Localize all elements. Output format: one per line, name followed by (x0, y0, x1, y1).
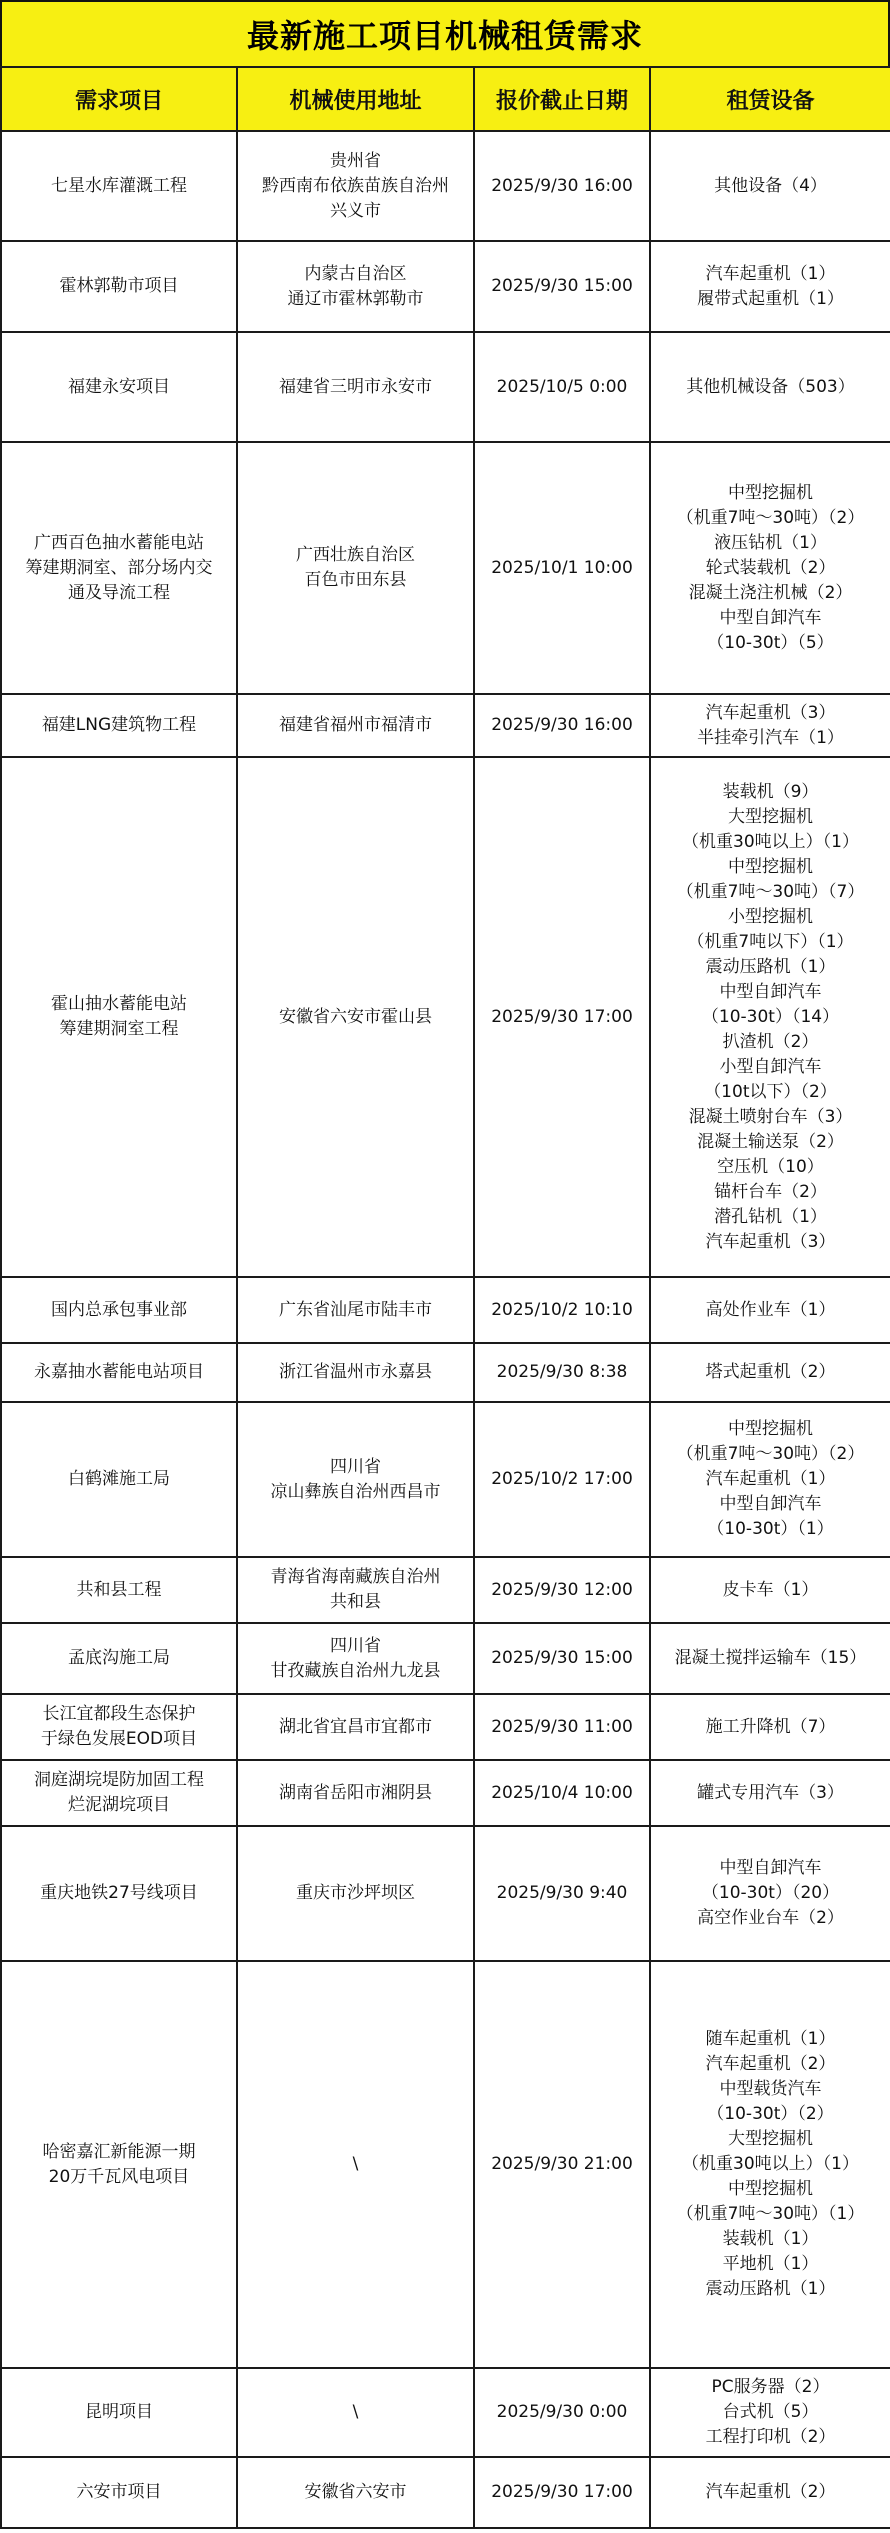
table-row (1, 332, 890, 442)
address-cell (237, 1961, 474, 2368)
project-line: 国内总承包事业部 (51, 1299, 187, 1320)
deadline-cell (474, 442, 650, 694)
project-line: 七星水库灌溉工程 (51, 175, 187, 196)
deadline-text: 2025/10/2 17:00 (491, 1469, 633, 1489)
project-cell (1, 1961, 237, 2368)
equipment-line: （机重7吨～30吨）（2） (676, 507, 865, 528)
deadline-text: 2025/10/1 10:00 (491, 557, 633, 578)
equipment-line: 液压钻机（1） (714, 532, 827, 553)
equipment-cell (650, 2368, 890, 2457)
equipment-line: 中型挖掘机 (728, 482, 813, 503)
deadline-cell (474, 332, 650, 442)
deadline-cell (474, 1277, 650, 1343)
deadline-text: 2025/10/5 0:00 (496, 376, 628, 397)
address-line: 福建省福州市福清市 (279, 715, 432, 735)
address-line: 共和县 (330, 1592, 381, 1612)
deadline-text: 2025/9/30 9:40 (496, 1883, 628, 1903)
equipment-cell (650, 131, 890, 241)
equipment-line: 高处作业车（1） (705, 1299, 836, 1320)
table-body (1, 131, 890, 2528)
deadline-cell (474, 1961, 650, 2368)
equipment-line: 大型挖掘机 (728, 806, 813, 827)
project-line: 永嘉抽水蓄能电站项目 (34, 1362, 204, 1382)
project-line: 长江宜都段生态保护 (42, 1704, 196, 1724)
table-row (1, 1557, 890, 1623)
equipment-cell (650, 1694, 890, 1760)
equipment-cell (650, 1557, 890, 1623)
deadline-cell (474, 131, 650, 241)
deadline-text: 2025/10/4 10:00 (491, 1782, 633, 1803)
address-line: 内蒙古自治区 (304, 263, 407, 284)
equipment-line: 震动压路机（1） (705, 956, 836, 977)
deadline-text: 2025/10/2 10:10 (491, 1299, 633, 1320)
header-address: 机械使用地址 (237, 67, 474, 131)
project-line: 筹建期洞室、部分场内交 (25, 557, 213, 578)
project-line: 重庆地铁27号线项目 (40, 1883, 198, 1903)
equipment-line: 其他设备（4） (714, 175, 827, 196)
deadline-cell (474, 694, 650, 757)
deadline-text: 2025/9/30 16:00 (491, 715, 633, 735)
table-row (1, 442, 890, 694)
equipment-line: 中型自卸汽车 (719, 981, 822, 1002)
deadline-text: 2025/9/30 15:00 (491, 1648, 633, 1668)
address-line: 青海省海南藏族自治州 (270, 1567, 441, 1587)
project-cell (1, 2368, 237, 2457)
equipment-line: （机重30吨以上）（1） (682, 831, 859, 852)
table-row (1, 1826, 890, 1961)
project-line: 白鹤滩施工局 (68, 1469, 170, 1489)
project-line: 霍林郭勒市项目 (59, 276, 179, 296)
table-row (1, 241, 890, 332)
equipment-line: 塔式起重机（2） (705, 1362, 836, 1382)
table-row (1, 694, 890, 757)
equipment-line: 锚杆台车（2） (714, 1181, 827, 1202)
project-cell (1, 1623, 237, 1694)
deadline-cell (474, 1623, 650, 1694)
equipment-line: PC服务器（2） (711, 2377, 830, 2397)
project-cell (1, 1694, 237, 1760)
address-cell (237, 131, 474, 241)
equipment-line: 混凝土搅拌运输车（15） (674, 1648, 867, 1668)
equipment-line: （机重7吨～30吨）（1） (676, 2204, 865, 2224)
address-cell (237, 2368, 474, 2457)
equipment-cell (650, 1343, 890, 1402)
equipment-line: 震动压路机（1） (705, 2279, 836, 2299)
equipment-line: 装载机（9） (722, 781, 819, 802)
table-row (1, 1760, 890, 1826)
deadline-cell (474, 1557, 650, 1623)
equipment-cell (650, 1623, 890, 1694)
equipment-line: 高空作业台车（2） (697, 1908, 844, 1928)
equipment-line: 半挂牵引汽车（1） (697, 727, 844, 748)
equipment-line: （机重7吨以下）（1） (687, 931, 854, 952)
deadline-text: 2025/9/30 0:00 (496, 2402, 628, 2422)
deadline-text: 2025/9/30 11:00 (491, 1716, 633, 1737)
table-row (1, 1694, 890, 1760)
project-line: 广西百色抽水蓄能电站 (34, 532, 204, 553)
address-line: 凉山彝族自治州西昌市 (270, 1481, 441, 1502)
address-line: 湖南省岳阳市湘阴县 (279, 1782, 432, 1803)
equipment-line: 轮式装载机（2） (705, 557, 836, 578)
table-row (1, 1277, 890, 1343)
table-row (1, 131, 890, 241)
equipment-line: 台式机（5） (722, 2402, 819, 2422)
deadline-cell (474, 2368, 650, 2457)
equipment-line: 工程打印机（2） (705, 2427, 836, 2447)
project-line: 20万千瓦风电项目 (48, 2166, 190, 2187)
table-row (1, 1343, 890, 1402)
deadline-cell (474, 2457, 650, 2528)
address-line: 兴义市 (330, 200, 381, 221)
project-cell (1, 1760, 237, 1826)
deadline-cell (474, 1694, 650, 1760)
project-line: 洞庭湖垸堤防加固工程 (34, 1770, 204, 1790)
deadline-cell (474, 757, 650, 1277)
project-cell (1, 442, 237, 694)
address-cell (237, 757, 474, 1277)
address-cell (237, 241, 474, 332)
equipment-cell (650, 241, 890, 332)
equipment-line: 汽车起重机（2） (705, 2054, 836, 2074)
project-cell (1, 241, 237, 332)
equipment-line: 扒渣机（2） (722, 1031, 819, 1052)
equipment-line: （机重7吨～30吨）（2） (676, 1444, 865, 1464)
deadline-text: 2025/9/30 15:00 (491, 276, 633, 296)
deadline-text: 2025/9/30 17:00 (491, 2482, 633, 2502)
equipment-line: （10-30t）（5） (707, 632, 834, 653)
equipment-line: 履带式起重机（1） (697, 288, 844, 309)
address-cell (237, 332, 474, 442)
equipment-line: 小型自卸汽车 (719, 1056, 822, 1077)
address-cell (237, 694, 474, 757)
address-line: \ (352, 2154, 359, 2174)
equipment-line: （10-30t）（20） (701, 1883, 840, 1903)
address-line: 贵州省 (330, 150, 381, 171)
equipment-line: 中型挖掘机 (728, 856, 813, 877)
address-cell (237, 1694, 474, 1760)
address-line: 重庆市沙坪坝区 (296, 1883, 415, 1903)
project-cell (1, 131, 237, 241)
project-cell (1, 757, 237, 1277)
equipment-line: 中型挖掘机 (728, 2179, 813, 2199)
equipment-line: 中型载货汽车 (719, 2079, 822, 2099)
project-cell (1, 1343, 237, 1402)
equipment-line: 中型自卸汽车 (719, 607, 822, 628)
equipment-line: （机重30吨以上）（1） (682, 2154, 859, 2174)
equipment-line: 其他机械设备（503） (686, 376, 855, 397)
equipment-cell (650, 1961, 890, 2368)
equipment-line: 汽车起重机（3） (705, 702, 836, 723)
table-row (1, 1402, 890, 1557)
project-line: 哈密嘉汇新能源一期 (42, 2141, 196, 2162)
project-cell (1, 1557, 237, 1623)
address-cell (237, 442, 474, 694)
equipment-line: 汽车起重机（2） (705, 2482, 836, 2502)
address-line: 广西壮族自治区 (296, 545, 415, 565)
table-row (1, 2368, 890, 2457)
deadline-cell (474, 1402, 650, 1557)
table-row (1, 757, 890, 1277)
equipment-line: 潜孔钻机（1） (714, 1206, 827, 1227)
deadline-text: 2025/9/30 12:00 (491, 1579, 633, 1600)
project-cell (1, 1826, 237, 1961)
project-line: 昆明项目 (85, 2402, 153, 2422)
deadline-cell (474, 1760, 650, 1826)
deadline-text: 2025/9/30 21:00 (491, 2154, 633, 2174)
project-line: 福建LNG建筑物工程 (41, 715, 197, 735)
address-line: 甘孜藏族自治州九龙县 (270, 1660, 441, 1681)
equipment-line: 中型自卸汽车 (719, 1494, 822, 1514)
address-cell (237, 1277, 474, 1343)
equipment-cell (650, 2457, 890, 2528)
address-line: 浙江省温州市永嘉县 (279, 1362, 432, 1382)
equipment-cell (650, 1760, 890, 1826)
address-line: 广东省汕尾市陆丰市 (279, 1299, 432, 1320)
equipment-line: 汽车起重机（3） (705, 1231, 836, 1252)
header-project: 需求项目 (1, 67, 237, 131)
deadline-cell (474, 241, 650, 332)
deadline-cell (474, 1826, 650, 1961)
address-line: 福建省三明市永安市 (279, 376, 432, 397)
deadline-text: 2025/9/30 16:00 (491, 175, 633, 196)
equipment-cell (650, 757, 890, 1277)
equipment-line: 中型自卸汽车 (719, 1858, 822, 1878)
equipment-line: 平地机（1） (722, 2254, 819, 2274)
project-line: 烂泥湖垸项目 (68, 1795, 170, 1815)
project-line: 于绿色发展EOD项目 (40, 1729, 198, 1749)
project-line: 六安市项目 (76, 2482, 162, 2502)
equipment-line: 施工升降机（7） (705, 1716, 836, 1737)
project-line: 筹建期洞室工程 (59, 1019, 179, 1039)
project-cell (1, 694, 237, 757)
address-cell (237, 1557, 474, 1623)
equipment-line: 混凝土浇注机械（2） (688, 582, 853, 603)
project-line: 孟底沟施工局 (68, 1648, 170, 1668)
equipment-line: 中型挖掘机 (728, 1419, 813, 1439)
equipment-line: 皮卡车（1） (722, 1579, 819, 1600)
page-title: 最新施工项目机械租赁需求 (0, 0, 890, 66)
equipment-line: 随车起重机（1） (705, 2029, 836, 2049)
project-cell (1, 1402, 237, 1557)
address-cell (237, 1402, 474, 1557)
equipment-line: 混凝土输送泵（2） (697, 1131, 844, 1152)
equipment-line: 混凝土喷射台车（3） (688, 1106, 853, 1127)
address-cell (237, 1623, 474, 1694)
equipment-line: 汽车起重机（1） (705, 1469, 836, 1489)
project-line: 霍山抽水蓄能电站 (51, 994, 187, 1014)
deadline-cell (474, 1343, 650, 1402)
equipment-line: 小型挖掘机 (728, 906, 813, 927)
equipment-line: 汽车起重机（1） (705, 263, 836, 284)
equipment-line: 大型挖掘机 (728, 2129, 813, 2149)
address-line: 黔西南布依族苗族自治州 (262, 175, 449, 196)
address-cell (237, 2457, 474, 2528)
address-line: 湖北省宜昌市宜都市 (279, 1716, 432, 1737)
equipment-line: （10t以下）（2） (704, 1081, 837, 1102)
address-line: 安徽省六安市 (304, 2482, 407, 2502)
equipment-cell (650, 442, 890, 694)
deadline-text: 2025/9/30 8:38 (496, 1362, 628, 1382)
equipment-cell (650, 694, 890, 757)
address-line: 四川省 (330, 1635, 381, 1656)
project-line: 共和县工程 (76, 1579, 162, 1600)
address-line: 安徽省六安市霍山县 (279, 1006, 432, 1027)
address-cell (237, 1343, 474, 1402)
table-row (1, 1961, 890, 2368)
header-deadline: 报价截止日期 (474, 67, 650, 131)
address-line: 通辽市霍林郭勒市 (287, 288, 424, 309)
equipment-line: 空压机（10） (717, 1156, 824, 1177)
equipment-line: （10-30t）（2） (707, 2104, 834, 2124)
equipment-line: 装载机（1） (722, 2229, 819, 2249)
equipment-line: （10-30t）（14） (701, 1006, 840, 1027)
deadline-text: 2025/9/30 17:00 (491, 1006, 633, 1027)
address-line: 百色市田东县 (304, 570, 407, 590)
project-cell (1, 1277, 237, 1343)
address-cell (237, 1760, 474, 1826)
address-line: \ (352, 2402, 359, 2422)
address-line: 四川省 (330, 1456, 381, 1477)
project-cell (1, 2457, 237, 2528)
equipment-line: （10-30t）（1） (707, 1519, 834, 1539)
table-row (1, 1623, 890, 1694)
equipment-cell (650, 332, 890, 442)
project-line: 通及导流工程 (68, 582, 170, 603)
equipment-cell (650, 1277, 890, 1343)
project-cell (1, 332, 237, 442)
address-cell (237, 1826, 474, 1961)
project-line: 福建永安项目 (68, 376, 170, 397)
equipment-cell (650, 1826, 890, 1961)
table-header-row (1, 67, 890, 131)
equipment-line: 罐式专用汽车（3） (697, 1782, 844, 1803)
header-equipment: 租赁设备 (650, 67, 890, 131)
rental-table (0, 66, 890, 2529)
equipment-line: （机重7吨～30吨）（7） (676, 881, 865, 902)
equipment-cell (650, 1402, 890, 1557)
table-row (1, 2457, 890, 2528)
